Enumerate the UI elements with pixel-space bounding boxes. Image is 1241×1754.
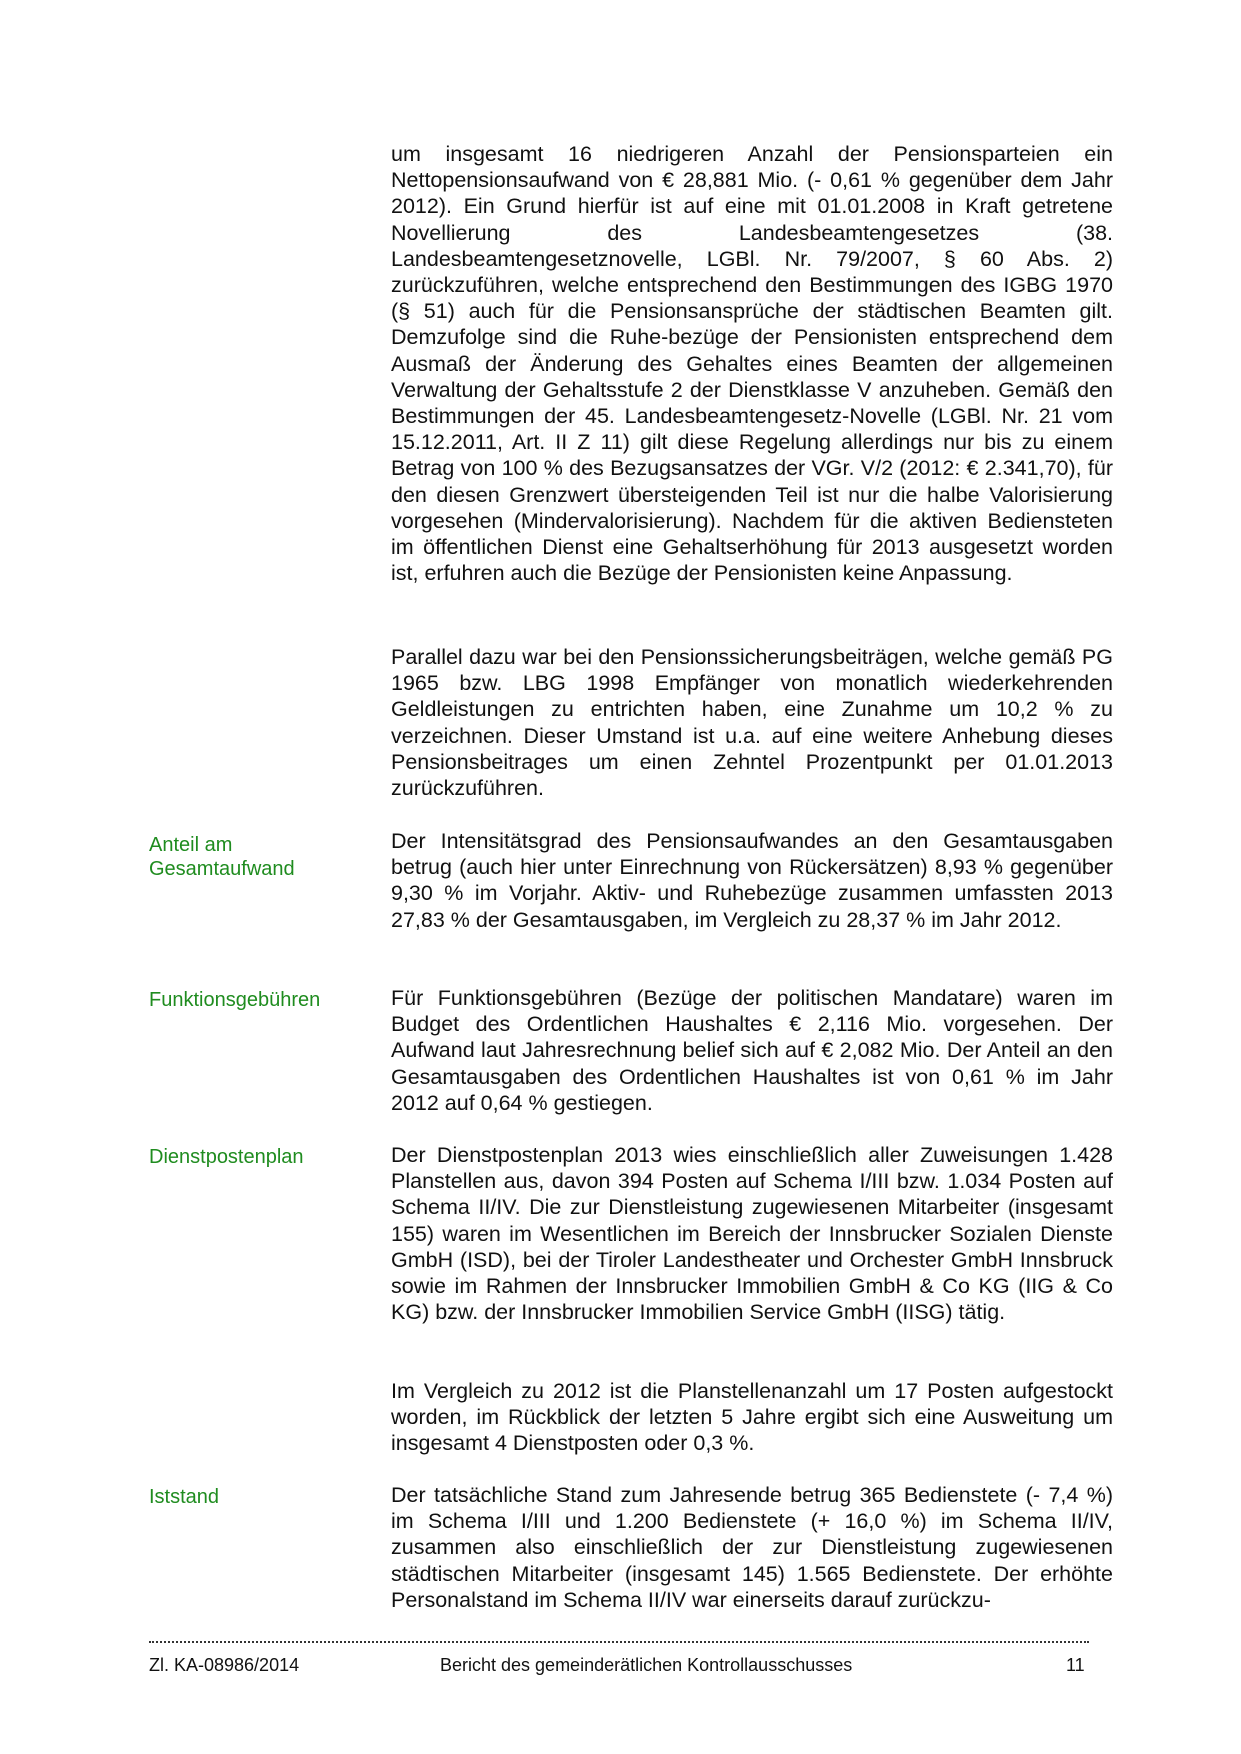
footer-page-number: 11	[1066, 1655, 1085, 1675]
paragraph-pension-costs: um insgesamt 16 niedrigeren Anzahl der Pensionsparteien ein Nettopensionsaufwand von € 28,881 Mio. (- 0,61 % gegenüber dem Jahr 2012). Ein Grund hierfür ist auf eine mit 01.01.2008 in Kraft getretene Novellierung des Landesbeamtengesetzes (38. Landesbeamtengesetznovelle, LGBl. Nr. 79/2007, § 60 Abs. 2) zurückzuführen, welche entsprechend den Bestimmungen des IGBG 1970 (§ 51) auch für die Pensionsansprüche der städtischen Beamten gilt. Demzufolge sind die Ruhe-bezüge der Pensionisten entsprechend dem Ausmaß der Änderung des Gehaltes eines Beamten der allgemeinen Verwaltung der Gehaltsstufe 2 der Dienstklasse V anzuheben. Gemäß den Bestimmungen der 45. Landesbeamtengesetz-Novelle (LGBl. Nr. 21 vom 15.12.2011, Art. II Z 11) gilt diese Regelung allerdings nur bis zu einem Betrag von 100 % des Bezugsansatzes der VGr. V/2 (2012: € 2.341,70), für den diesen Grenzwert übersteigenden Teil ist nur die halbe Valorisierung vorgesehen (Mindervalorisierung). Nachdem für die aktiven Bediensteten im öffentlichen Dienst eine Gehaltserhöhung für 2013 ausgesetzt worden ist, erfuhren auch die Bezüge der Pensionisten keine Anpassung.	[391, 142, 1113, 586]
margin-label-staff-plan: Dienstpostenplan	[149, 1146, 304, 1168]
paragraph-staff-plan: Der Dienstpostenplan 2013 wies einschließlich aller Zuweisungen 1.428 Planstellen aus, davon 394 Posten auf Schema I/III bzw. 1.034 Posten auf Schema II/IV. Die zur Dienstleistung zugewiesenen Mitarbeiter (insgesamt 155) waren im Wesentlichen im Bereich der Innsbrucker Sozialen Dienste GmbH (ISD), bei der Tiroler Landestheater und Orchester GmbH Innsbruck sowie im Rahmen der Innsbrucker Immobilien GmbH & Co KG (IIG & Co KG) bzw. der Innsbrucker Immobilien Service GmbH (IISG) tätig.	[391, 1143, 1113, 1325]
footer-report-title: Bericht des gemeinderätlichen Kontrollausschusses	[440, 1655, 853, 1675]
paragraph-actual-staff: Der tatsächliche Stand zum Jahresende betrug 365 Bedienstete (- 7,4 %) im Schema I/III und 1.200 Bedienstete (+ 16,0 %) im Schema II/IV, zusammen also einschließlich der zur Dienstleistung zugewiesenen städtischen Mitarbeiter (insgesamt 145) 1.565 Bedienstete. Der erhöhte Personalstand im Schema II/IV war einerseits darauf zurückzu-	[391, 1483, 1113, 1612]
paragraph-function-fees: Für Funktionsgebühren (Bezüge der politischen Mandatare) waren im Budget des Ordentlichen Haushaltes € 2,116 Mio. vorgesehen. Der Aufwand laut Jahresrechnung belief sich auf € 2,082 Mio. Der Anteil an den Gesamtausgaben des Ordentlichen Haushaltes ist von 0,61 % im Jahr 2012 auf 0,64 % gestiegen.	[391, 986, 1113, 1115]
footer-reference: Zl. KA-08986/2014	[149, 1655, 300, 1675]
margin-label-actual-staff: Iststand	[149, 1486, 220, 1508]
paragraph-staff-comparison: Im Vergleich zu 2012 ist die Planstellenanzahl um 17 Posten aufgestockt worden, im Rückblick der letzten 5 Jahre ergibt sich eine Ausweitung um insgesamt 4 Dienstposten oder 0,3 %.	[391, 1379, 1113, 1456]
margin-label-share-total: Anteil am Gesamtaufwand	[149, 834, 295, 880]
margin-label-function-fees: Funktionsgebühren	[149, 989, 321, 1011]
paragraph-security-contributions: Parallel dazu war bei den Pensionssicherungsbeiträgen, welche gemäß PG 1965 bzw. LBG 1998 Empfänger von monatlich wiederkehrenden Geldleistungen zu entrichten haben, eine Zunahme um 10,2 % zu verzeichnen. Dieser Umstand ist u.a. auf eine weitere Anhebung dieses Pensionsbeitrages um einen Zehntel Prozentpunkt per 01.01.2013 zurückzuführen.	[391, 645, 1113, 801]
footer-divider	[149, 1641, 1089, 1643]
paragraph-share-total: Der Intensitätsgrad des Pensionsaufwandes an den Gesamtausgaben betrug (auch hier unter Einrechnung von Rückersätzen) 8,93 % gegenüber 9,30 % im Vorjahr. Aktiv- und Ruhebezüge zusammen umfassten 2013 27,83 % der Gesamtausgaben, im Vergleich zu 28,37 % im Jahr 2012.	[391, 829, 1113, 932]
